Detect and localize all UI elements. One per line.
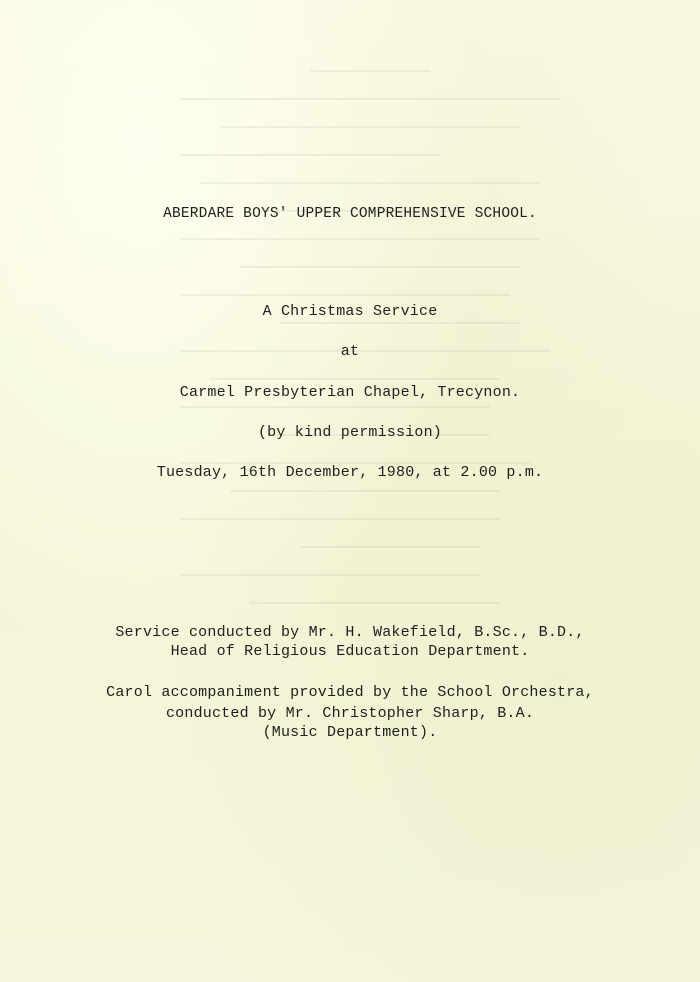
service-datetime: Tuesday, 16th December, 1980, at 2.00 p.m. <box>156 464 544 481</box>
orchestra-conductor: conducted by Mr. Christopher Sharp, B.A. <box>165 705 535 722</box>
venue: Carmel Presbyterian Chapel, Trecynon. <box>179 384 521 401</box>
conducted-by: Service conducted by Mr. H. Wakefield, B.Sc., B.D., <box>115 624 585 641</box>
music-department: (Music Department). <box>262 724 438 741</box>
at-text: at <box>340 343 360 360</box>
school-title: ABERDARE BOYS' UPPER COMPREHENSIVE SCHOOL. <box>163 206 537 222</box>
department-title: Head of Religious Education Department. <box>170 643 530 660</box>
permission-note: (by kind permission) <box>257 424 443 441</box>
service-name: A Christmas Service <box>262 303 438 320</box>
carol-accompaniment: Carol accompaniment provided by the School Orchestra, <box>106 684 594 701</box>
